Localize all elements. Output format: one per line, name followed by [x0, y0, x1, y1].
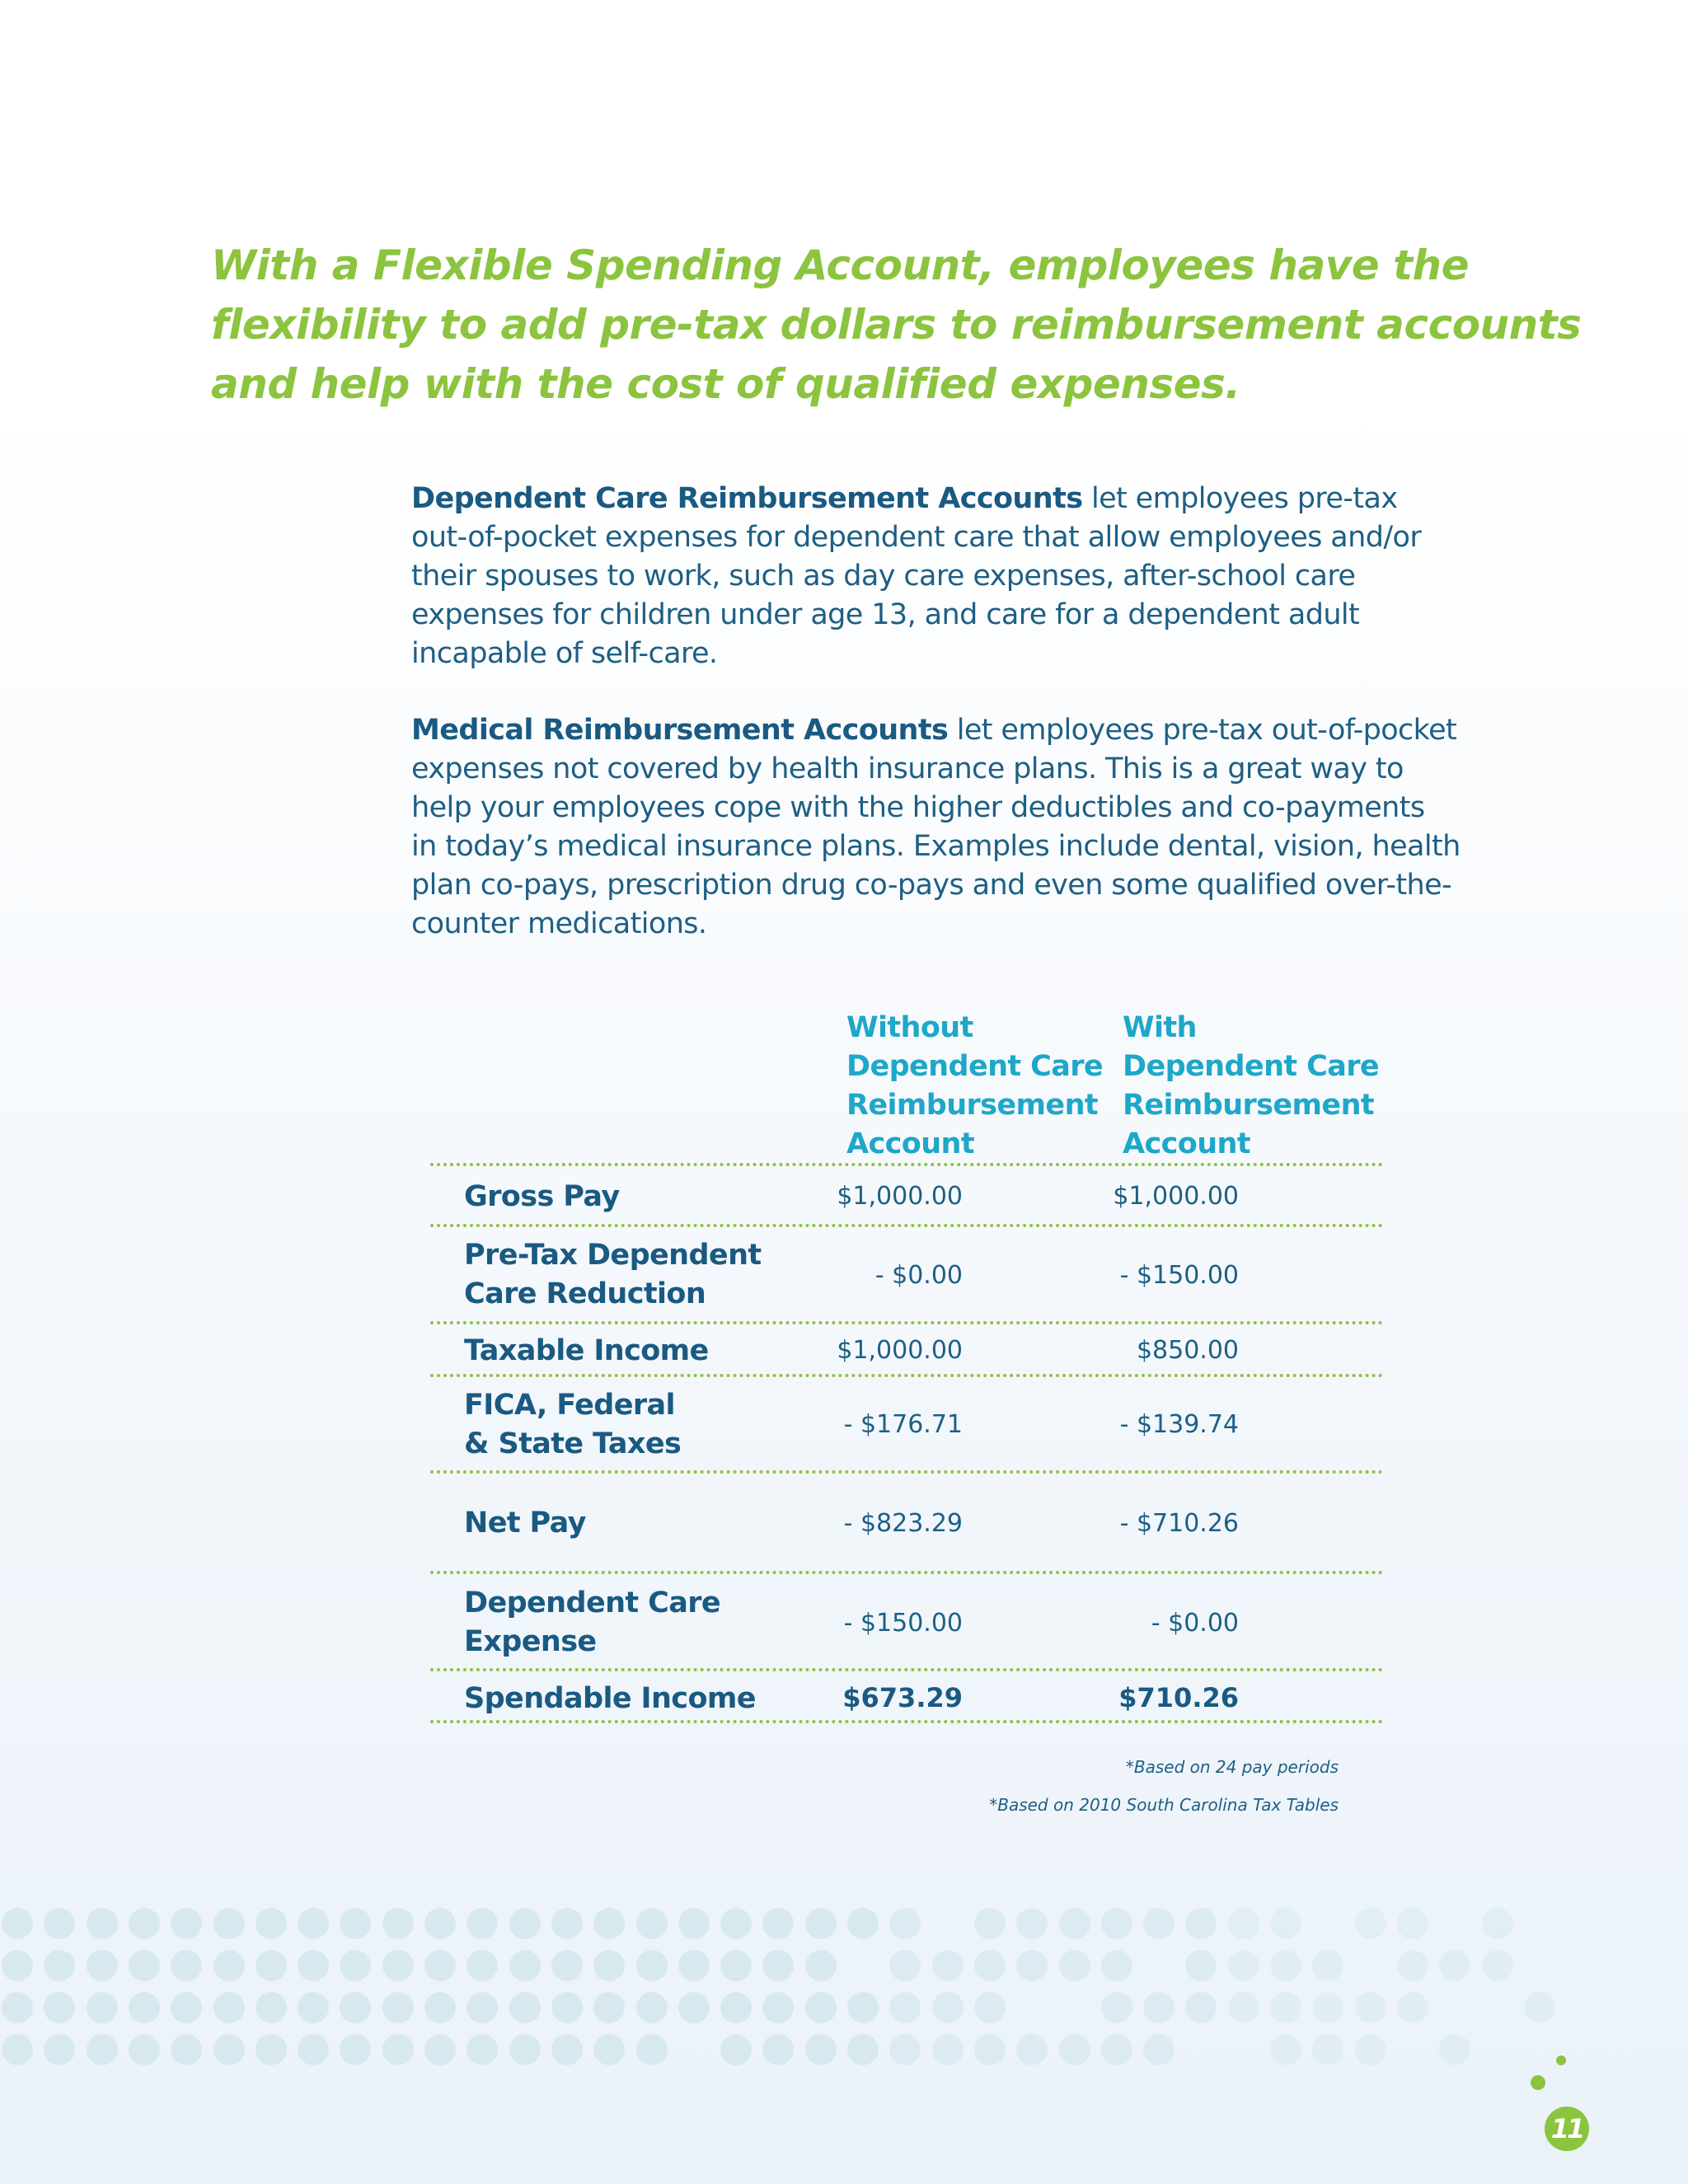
decorative-dot	[762, 1992, 794, 2023]
decorative-dot	[1482, 1950, 1513, 1981]
decorative-dot	[551, 1992, 583, 2023]
cell-gross-pay-without: $1,000.00	[837, 1182, 963, 1211]
decorative-dot	[1101, 1950, 1132, 1981]
decorative-dot	[509, 1950, 541, 1981]
cell-pretax-reduction-with: - $150.00	[1119, 1261, 1239, 1290]
decorative-dot	[889, 1992, 921, 2023]
dotted-divider	[430, 1720, 1383, 1723]
medical-title: Medical Reimbursement Accounts	[411, 714, 949, 747]
decorative-dot	[762, 2034, 794, 2065]
decorative-dot	[1397, 1908, 1428, 1939]
decorative-dot	[44, 1992, 75, 2023]
decorative-dot	[974, 1992, 1006, 2023]
decorative-dot	[1355, 1908, 1386, 1939]
decorative-dot	[762, 1950, 794, 1981]
decorative-dot	[593, 1908, 625, 1939]
footnote: *Based on 2010 South Carolina Tax Tables	[989, 1795, 1339, 1815]
decorative-dot	[298, 1992, 329, 2023]
decorative-dot	[889, 1950, 921, 1981]
column-header-without: Without Dependent Care Reimbursement Account	[846, 1011, 1104, 1160]
decorative-dot	[256, 1992, 287, 2023]
decorative-dot	[1270, 1992, 1301, 2023]
headline	[211, 236, 1582, 414]
decorative-dot	[932, 2034, 964, 2065]
decorative-dot	[720, 1992, 752, 2023]
decorative-dot	[340, 2034, 371, 2065]
dotted-divider	[430, 1571, 1383, 1574]
decorative-dot	[805, 1992, 837, 2023]
decorative-dot	[1059, 1908, 1090, 1939]
decorative-dot	[340, 1992, 371, 2023]
decorative-dot	[1228, 1908, 1259, 1939]
decorative-dot	[509, 1908, 541, 1939]
decorative-dot	[467, 1950, 498, 1981]
row-label-dependent-care-expense: Dependent Care Expense	[464, 1586, 721, 1658]
dotted-divider	[430, 1321, 1383, 1324]
decorative-dot	[1185, 1950, 1217, 1981]
row-label-spendable-income: Spendable Income	[464, 1682, 756, 1715]
decorative-dot	[720, 2034, 752, 2065]
decorative-dot	[2, 2034, 33, 2065]
paragraph-line: expenses for children under age 13, and care for a dependent adult	[411, 598, 1360, 631]
decorative-dot	[805, 1950, 837, 1981]
page-number: 11	[1545, 2107, 1589, 2151]
cell-net-pay-without: - $823.29	[843, 1509, 963, 1538]
decorative-dot	[1482, 1908, 1513, 1939]
paragraph-line: out-of-pocket expenses for dependent care that allow employees and/or	[411, 521, 1422, 554]
cell-gross-pay-with: $1,000.00	[1113, 1182, 1239, 1211]
decorative-dot	[1143, 2034, 1175, 2065]
decorative-dot	[1101, 1908, 1132, 1939]
accent-dot	[1556, 2055, 1566, 2065]
decorative-dot	[87, 1908, 118, 1939]
decorative-dot	[44, 1908, 75, 1939]
decorative-dot	[298, 2034, 329, 2065]
row-label-net-pay: Net Pay	[464, 1507, 586, 1540]
decorative-dot	[1143, 1908, 1175, 1939]
decorative-dot	[678, 1950, 710, 1981]
decorative-dot	[382, 1950, 414, 1981]
decorative-dot	[1101, 2034, 1132, 2065]
decorative-dot	[340, 1950, 371, 1981]
decorative-dot	[678, 1908, 710, 1939]
decorative-dot	[171, 1908, 202, 1939]
decorative-dot	[509, 2034, 541, 2065]
decorative-dot	[847, 2034, 879, 2065]
decorative-dot	[424, 2034, 456, 2065]
decorative-dot	[889, 2034, 921, 2065]
decorative-dot	[2, 1950, 33, 1981]
row-label-taxes: FICA, Federal & State Taxes	[464, 1389, 682, 1460]
decorative-dot	[593, 1992, 625, 2023]
decorative-dot	[636, 1950, 668, 1981]
decorative-dot	[551, 1908, 583, 1939]
dotted-divider	[430, 1163, 1383, 1166]
accent-dot	[1531, 2075, 1545, 2090]
decorative-dot	[636, 1992, 668, 2023]
decorative-dot	[171, 2034, 202, 2065]
decorative-dot	[1185, 1992, 1217, 2023]
decorative-dot	[847, 1992, 879, 2023]
decorative-dot	[593, 1950, 625, 1981]
paragraph-line: help your employees cope with the higher deductibles and co-payments	[411, 791, 1425, 824]
decorative-dot	[1228, 1992, 1259, 2023]
decorative-dot	[1312, 2034, 1343, 2065]
decorative-dot	[44, 1950, 75, 1981]
cell-net-pay-with: - $710.26	[1119, 1509, 1239, 1538]
cell-taxes-without: - $176.71	[843, 1410, 963, 1439]
cell-dependent-care-expense-with: - $0.00	[1151, 1609, 1239, 1638]
decorative-dot	[467, 1908, 498, 1939]
decorative-dot	[1016, 2034, 1048, 2065]
dotted-divider	[430, 1470, 1383, 1474]
decorative-dot	[1270, 1950, 1301, 1981]
decorative-dot	[87, 1992, 118, 2023]
decorative-dot	[213, 1992, 245, 2023]
decorative-dot	[1185, 1908, 1217, 1939]
decorative-dot	[1524, 1992, 1555, 2023]
footnote: *Based on 24 pay periods	[1125, 1757, 1339, 1777]
decorative-dot	[974, 1950, 1006, 1981]
decorative-dot	[256, 2034, 287, 2065]
decorative-dot	[382, 1908, 414, 1939]
decorative-dot	[382, 1992, 414, 2023]
decorative-dot	[1439, 1950, 1470, 1981]
paragraph-text: let employees pre-tax	[1082, 482, 1398, 515]
decorative-dot	[213, 1950, 245, 1981]
decorative-dot	[129, 2034, 160, 2065]
paragraph-line: plan co-pays, prescription drug co-pays and even some qualified over-the-	[411, 869, 1452, 902]
decorative-dot-pattern	[0, 1908, 1688, 2106]
paragraph-line: expenses not covered by health insurance plans. This is a great way to	[411, 752, 1404, 785]
medical-paragraph	[411, 711, 1483, 944]
decorative-dot	[1059, 1950, 1090, 1981]
dependent-care-paragraph	[411, 480, 1483, 673]
decorative-dot	[424, 1908, 456, 1939]
decorative-dot	[213, 2034, 245, 2065]
row-label-pretax-reduction: Pre-Tax Dependent Care Reduction	[464, 1239, 762, 1310]
headline-line: With a Flexible Spending Account, employees have the	[211, 241, 1470, 289]
decorative-dot	[129, 1992, 160, 2023]
decorative-dot	[424, 1950, 456, 1981]
headline-line: and help with the cost of qualified expenses.	[211, 360, 1240, 408]
decorative-dot	[1016, 1908, 1048, 1939]
decorative-dot	[1312, 1950, 1343, 1981]
decorative-dot	[1439, 2034, 1470, 2065]
decorative-dot	[762, 1908, 794, 1939]
decorative-dot	[932, 1950, 964, 1981]
row-label-taxable-income: Taxable Income	[464, 1334, 709, 1367]
decorative-dot	[2, 1908, 33, 1939]
decorative-dot	[129, 1908, 160, 1939]
decorative-dot	[1270, 1908, 1301, 1939]
decorative-dot	[847, 1908, 879, 1939]
decorative-dot	[551, 2034, 583, 2065]
decorative-dot	[1101, 1992, 1132, 2023]
decorative-dot	[678, 1992, 710, 2023]
dotted-divider	[430, 1668, 1383, 1671]
decorative-dot	[44, 2034, 75, 2065]
decorative-dot	[636, 2034, 668, 2065]
dotted-divider	[430, 1224, 1383, 1227]
decorative-dot	[551, 1950, 583, 1981]
dependent-care-title: Dependent Care Reimbursement Accounts	[411, 482, 1083, 515]
decorative-dot	[382, 2034, 414, 2065]
decorative-dot	[298, 1908, 329, 1939]
paragraph-line: incapable of self-care.	[411, 637, 718, 670]
paragraph-line: counter medications.	[411, 907, 707, 940]
decorative-dot	[1143, 1992, 1175, 2023]
paragraph-line: in today’s medical insurance plans. Examples include dental, vision, health	[411, 830, 1461, 863]
decorative-dot	[1397, 1992, 1428, 2023]
cell-taxes-with: - $139.74	[1119, 1410, 1239, 1439]
decorative-dot	[256, 1950, 287, 1981]
cell-taxable-income-with: $850.00	[1136, 1336, 1239, 1365]
decorative-dot	[509, 1992, 541, 2023]
decorative-dot	[1312, 1992, 1343, 2023]
cell-spendable-income-without: $673.29	[842, 1682, 963, 1713]
decorative-dot	[340, 1908, 371, 1939]
dotted-divider	[430, 1374, 1383, 1377]
decorative-dot	[636, 1908, 668, 1939]
paragraph-line: their spouses to work, such as day care expenses, after-school care	[411, 560, 1356, 593]
decorative-dot	[932, 1992, 964, 2023]
decorative-dot	[87, 1950, 118, 1981]
decorative-dot	[1059, 2034, 1090, 2065]
decorative-dot	[1016, 1950, 1048, 1981]
cell-spendable-income-with: $710.26	[1118, 1682, 1239, 1713]
decorative-dot	[974, 2034, 1006, 2065]
decorative-dot	[424, 1992, 456, 2023]
row-label-gross-pay: Gross Pay	[464, 1180, 620, 1213]
decorative-dot	[213, 1908, 245, 1939]
decorative-dot	[467, 2034, 498, 2065]
paragraph-text: let employees pre-tax out-of-pocket	[948, 714, 1457, 747]
decorative-dot	[1355, 1992, 1386, 2023]
decorative-dot	[256, 1908, 287, 1939]
decorative-dot	[298, 1950, 329, 1981]
decorative-dot	[889, 1908, 921, 1939]
cell-taxable-income-without: $1,000.00	[837, 1336, 963, 1365]
decorative-dot	[467, 1992, 498, 2023]
decorative-dot	[1228, 1950, 1259, 1981]
column-header-with: With Dependent Care Reimbursement Account	[1123, 1011, 1380, 1160]
decorative-dot	[2, 1992, 33, 2023]
decorative-dot	[1270, 2034, 1301, 2065]
decorative-dot	[1397, 1950, 1428, 1981]
decorative-dot	[129, 1950, 160, 1981]
decorative-dot	[720, 1908, 752, 1939]
decorative-dot	[593, 2034, 625, 2065]
decorative-dot	[720, 1950, 752, 1981]
decorative-dot	[805, 2034, 837, 2065]
decorative-dot	[87, 2034, 118, 2065]
decorative-dot	[974, 1908, 1006, 1939]
decorative-dot	[1355, 2034, 1386, 2065]
headline-line: flexibility to add pre-tax dollars to reimbursement accounts	[211, 301, 1582, 349]
decorative-dot	[171, 1950, 202, 1981]
cell-pretax-reduction-without: - $0.00	[874, 1261, 963, 1290]
decorative-dot	[805, 1908, 837, 1939]
decorative-dot	[171, 1992, 202, 2023]
cell-dependent-care-expense-without: - $150.00	[843, 1609, 963, 1638]
